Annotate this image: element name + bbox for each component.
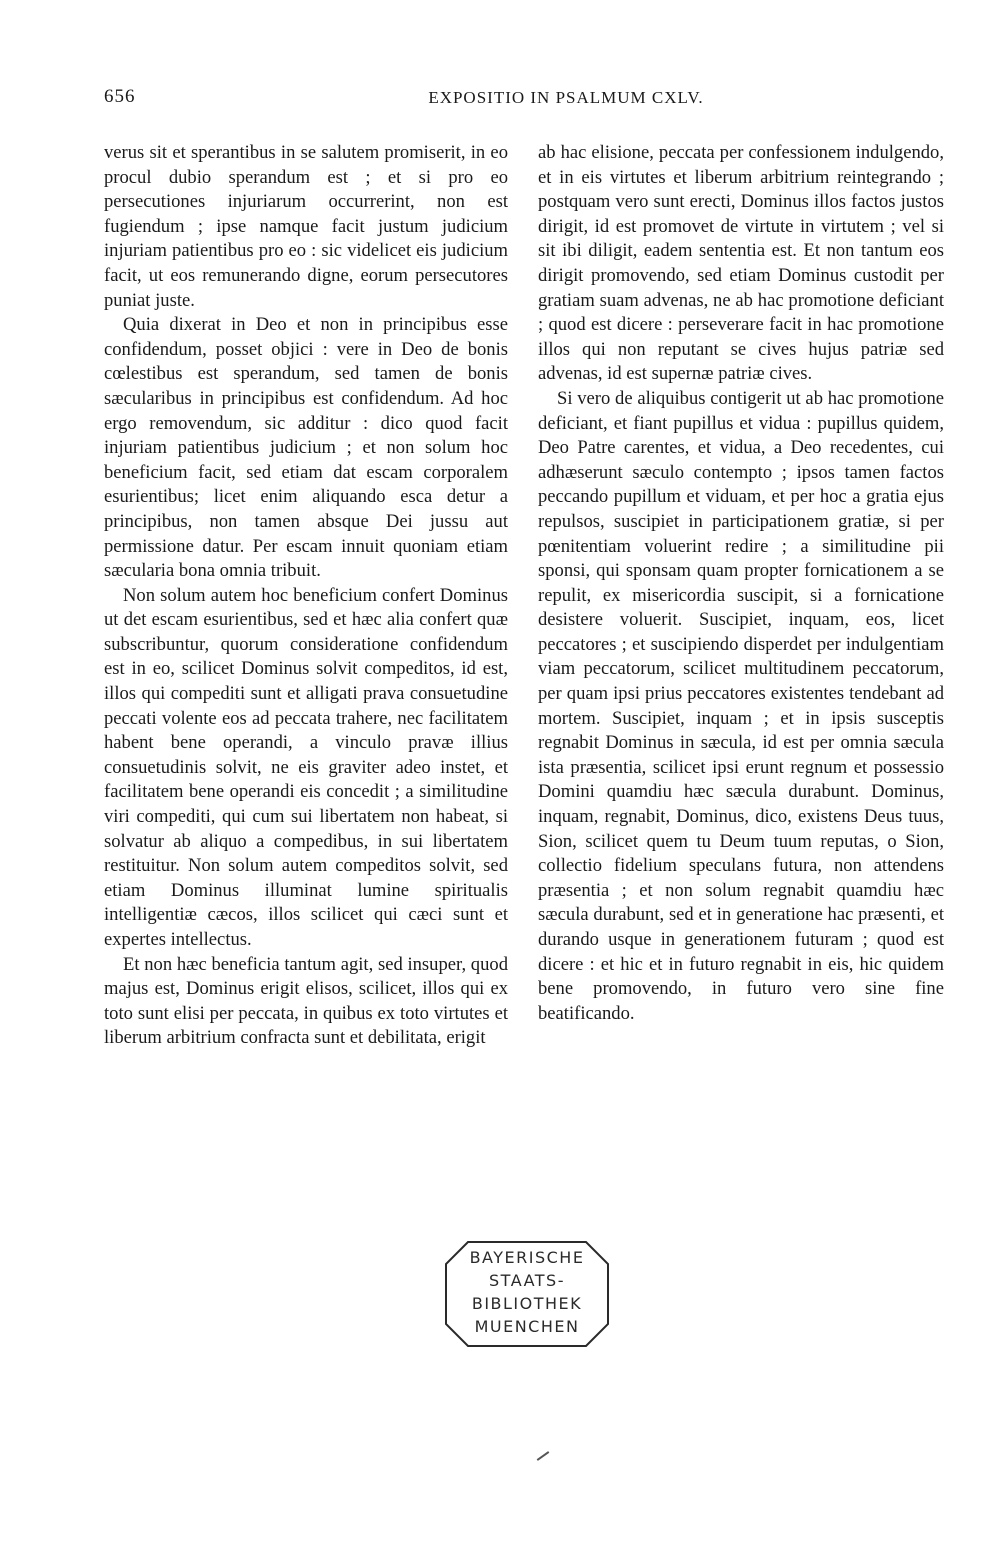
left-column: [104, 141, 508, 1051]
running-title: EXPOSITIO IN PSALMUM CXLV.: [428, 88, 704, 107]
paragraph: Quia dixerat in Deo et non in principibus esse confidendum, posset objici : vere in Deo de bonis cœlestibus est sperandum, sed tamen de bonis sæcularibus in principibus est confidendum. Ad hoc ergo removendum, sic additur : dico quod facit injuriam patientibus judicium ; et non solum hoc beneficium facit, sed etiam dat escam corporalem esurientibus; licet enim aliquando esca detur a principibus, non tamen absque Dei jussu aut permissione datur. Per escam innuit quoniam etiam sæcularia bona omnia tribuit.: [104, 314, 508, 582]
paragraph: verus sit et sperantibus in se salutem promiserit, in eo procul dubio sperandum est ; et si pro eo persecutiones injuriarum occurrerint, non est fugiendum ; ipse namque facit justum judicium injuriam patientibus pro eo : sic videlicet eis judicium facit, ut eos remunerando digne, eorum persecutores puniat juste.: [104, 142, 508, 311]
stamp-line: BAYERISCHE: [469, 1248, 585, 1267]
page-header: [104, 86, 968, 116]
stamp-line: BIBLIOTHEK: [471, 1294, 583, 1313]
ink-mark: [537, 1451, 550, 1461]
library-stamp: [442, 1238, 612, 1350]
page-number: 656: [104, 86, 136, 107]
right-column: [538, 141, 944, 1026]
stamp-line: STAATS-: [489, 1271, 565, 1290]
stamp-line: MUENCHEN: [474, 1317, 580, 1336]
paragraph: ab hac elisione, peccata per confessionem indulgendo, et in eis virtutes et liberum arbitrium reintegrando ; postquam vero sunt erecti, Dominus illos factos justos dirigit, id est promovet de virtute in virtutem ; vel si sit ibi diligit, eadem sententia est. Et non tantum eos dirigit promovendo, sed etiam Dominus custodit per gratiam suam advenas, ne ab hac promotione deficiant ; quod est dicere : perseverare facit in hac promotione illos qui non reputant se cives hujus patriæ sed advenas, id est supernæ patriæ cives.: [538, 142, 944, 385]
paragraph: Si vero de aliquibus contigerit ut ab hac promotione deficiant, et fiant pupillus et vidua : pupillus quidem, Deo Patre carentes, et vidua, a Deo recedentes, cui adhæserunt sæculo contempto ; ipsos tamen factos peccando pupillum et viduam, et per hoc a gratia ejus repulsos, suscipiet in participationem gratiæ, si per pœnitentiam voluerint redire ; a similitudine pii sponsi, qui sponsam quam propter fornicationem a se repulit, ex misericordia suscipit, si a fornicatione desistere voluerit. Suscipiet, inquam, eos, licet peccatores ; et suscipiendo disperdet per indulgentiam viam peccatorum, scilicet multitudinem peccatorum, per quam ipsi prius peccatores existentes tendebant ad mortem. Suscipiet, inquam ; et in ipsis susceptis regnabit Dominus in sæcula, id est per omnia sæcula ista præsentia, scilicet ipsi erunt regnum et possessio Domini quamdiu hæc sæcula durabunt. Dominus, inquam, regnabit, Dominus, dico, existens Deus tuus, Sion, scilicet quem tu Deum tuum reputas, o Sion, collectio fidelium speculans futura, non attendens præsentia ; et non solum regnabit quamdiu hæc sæcula durabunt, sed et in generatione hac præsenti, et durando usque in generationem futuram ; quod est dicere : et hic et in futuro regnabit in eis, hic quidem bene promovendo, in futuro vero sine fine beatificando.: [538, 387, 944, 1024]
paragraph: Et non hæc beneficia tantum agit, sed insuper, quod majus est, Dominus erigit elisos, scilicet, illos qui ex toto sunt elisi per peccata, in quibus ex toto virtutes et liberum arbitrium confracta sunt et debilitata, erigit: [104, 953, 508, 1049]
paragraph: Non solum autem hoc beneficium confert Dominus ut det escam esurientibus, sed et hæc alia confert quæ subscribuntur, quorum consideratione confidendum est in eo, scilicet Dominus solvit compeditos, id est, illos qui compediti sunt et alligati prava consuetudine peccati volente eos ad peccata trahere, nec facilitatem habent bene operandi, a vinculo pravæ illius consuetudinis solvit, ne eis graviter adeo instet, et facilitatem bene operandi eis concedit ; a similitudine viri compediti, qui cum sui libertatem non habeat, si solvatur ab aliquo a compedibus, in sui libertatem restituitur. Non solum autem compeditos solvit, sed etiam Dominus illuminat lumine spiritualis intelligentiæ cæcos, illos scilicet qui cæci sunt et expertes intellectus.: [104, 584, 508, 950]
